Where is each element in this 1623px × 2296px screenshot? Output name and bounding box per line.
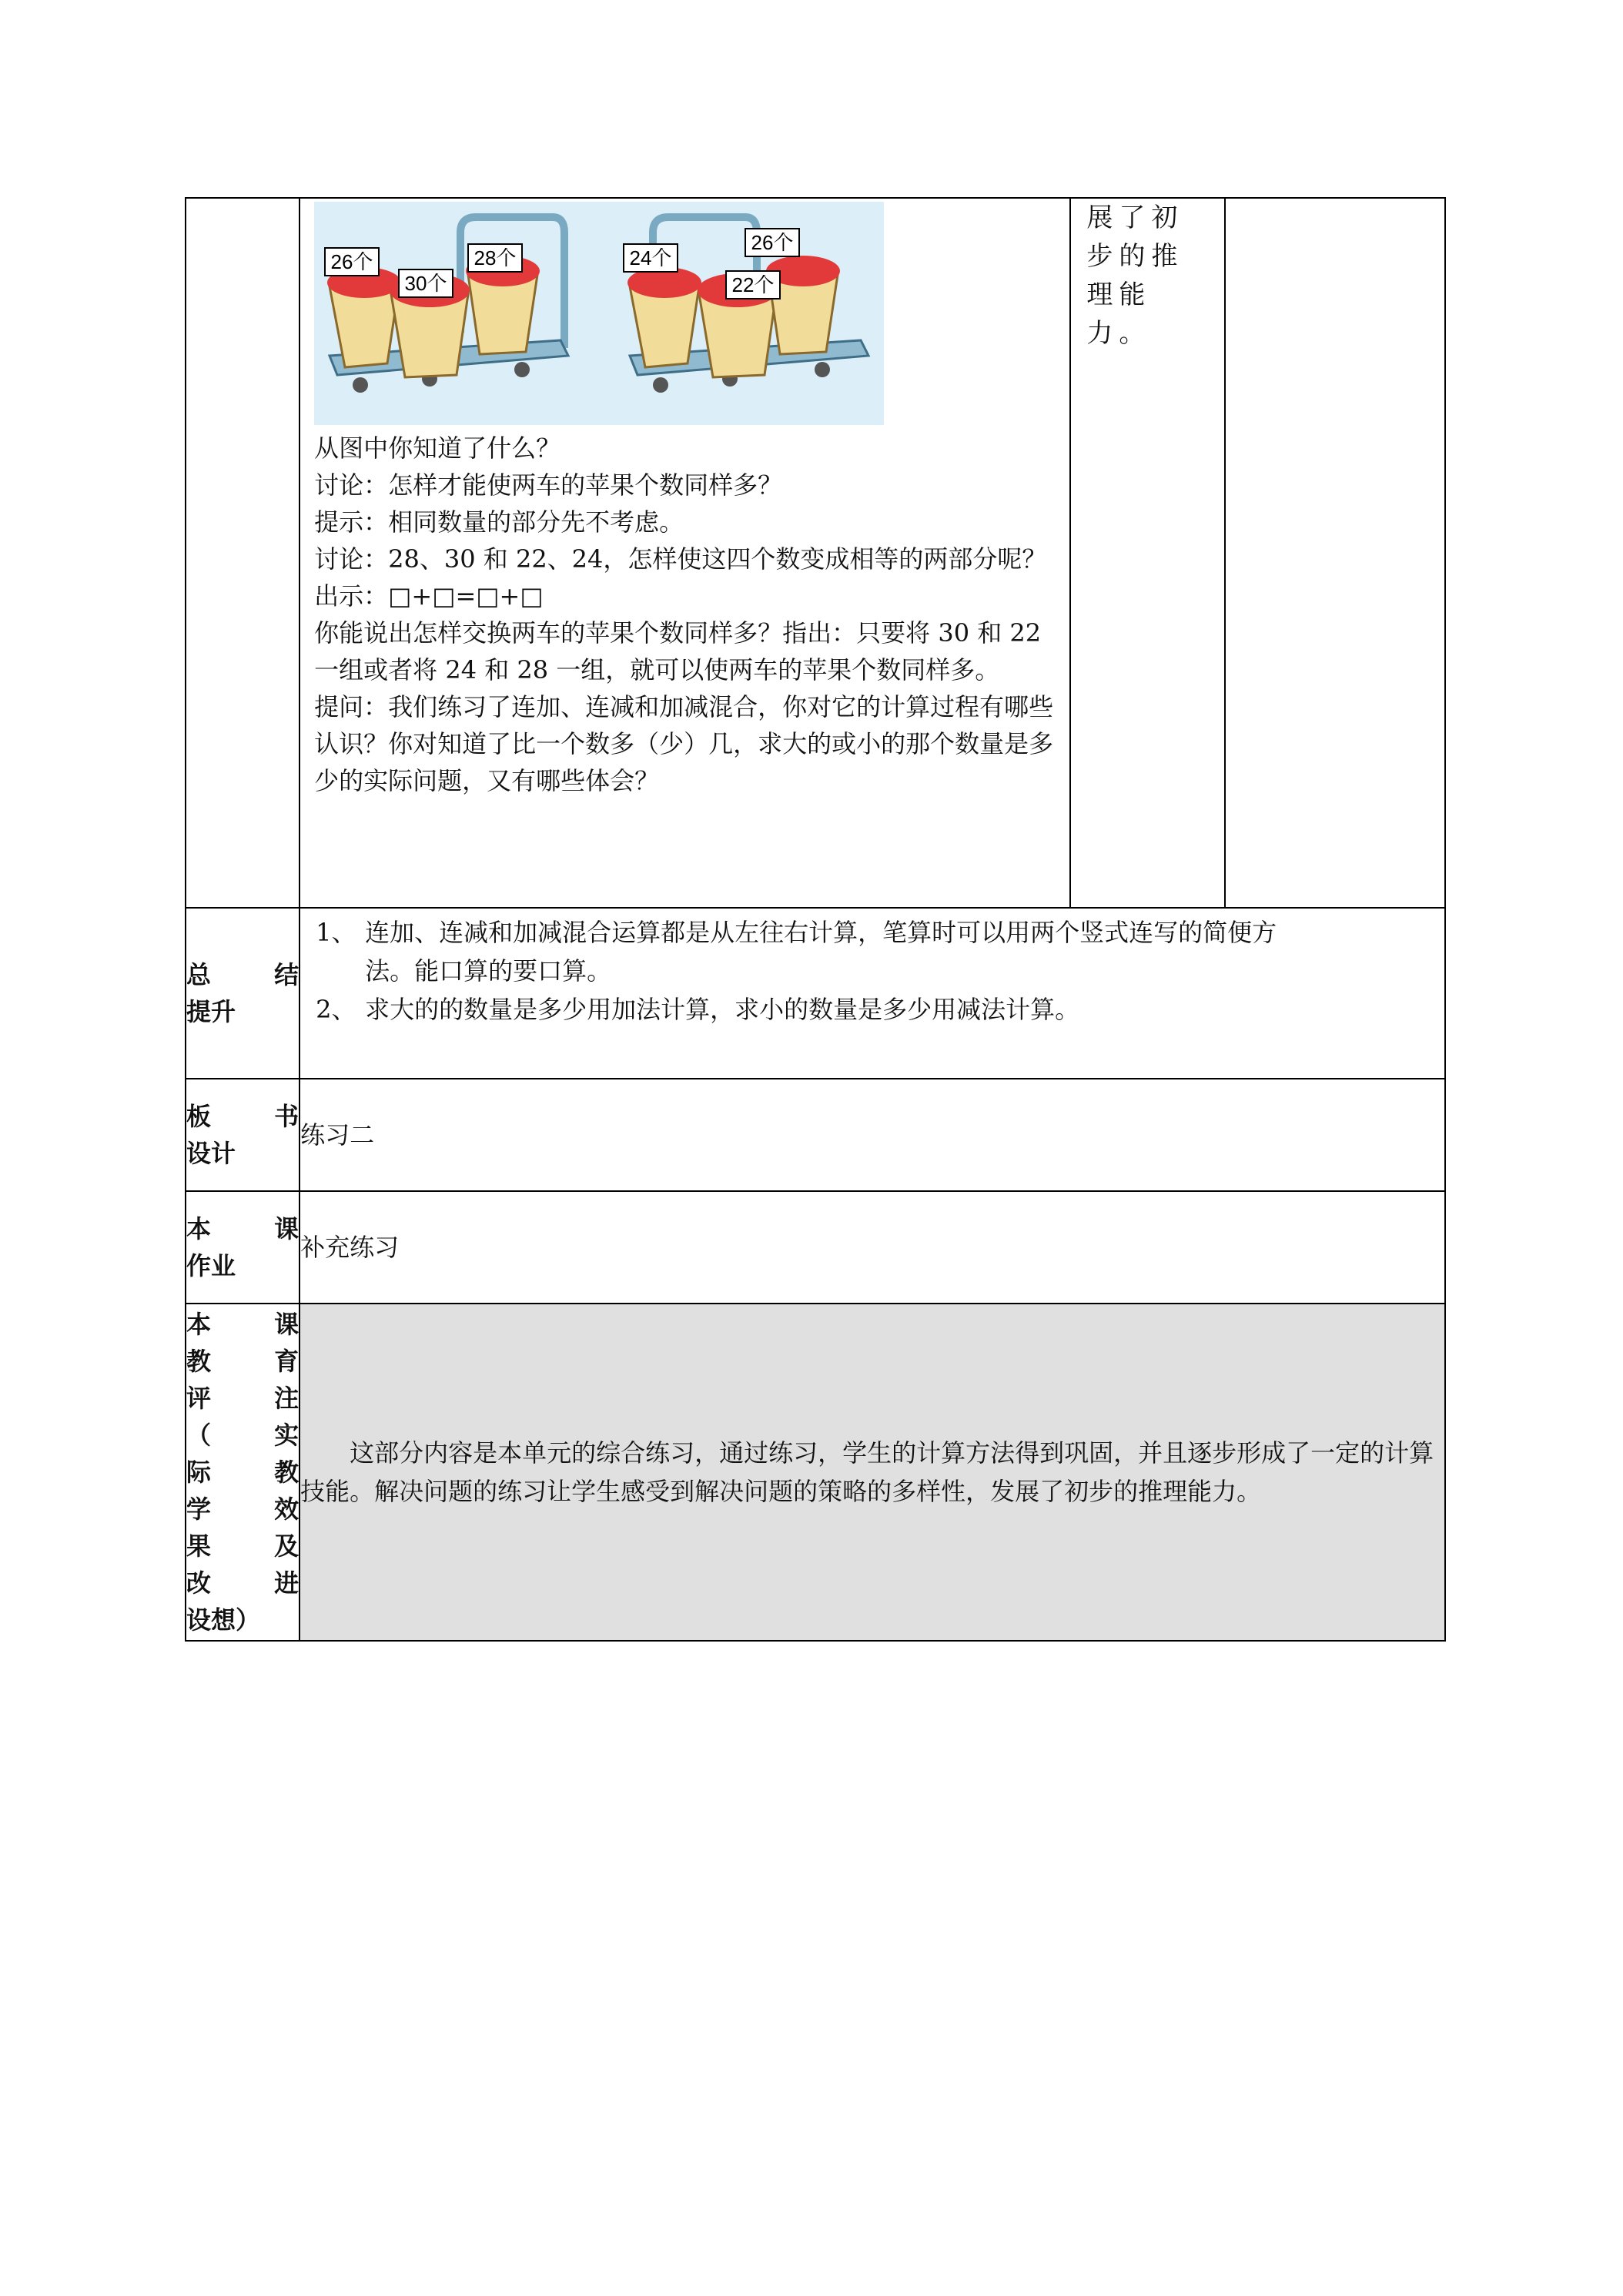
summary-row [186, 908, 1445, 1079]
paragraph: 出示：□+□=□+□ [314, 581, 544, 611]
label-char: 评 [186, 1384, 212, 1413]
item-text: 求大的的数量是多少用加法计算，求小的数量是多少用减法计算。 [365, 995, 1080, 1024]
cart-label: 28个 [474, 246, 517, 269]
summary-item [316, 990, 1431, 1029]
board-text: 练习二 [300, 1079, 1445, 1191]
item-number: 2、 [316, 995, 356, 1024]
activity-content-cell [300, 198, 1070, 908]
board-row [186, 1079, 1445, 1191]
label-char: 进 [274, 1568, 300, 1598]
label-line: 板 书 [186, 1102, 300, 1131]
empty-label-cell [186, 198, 300, 908]
label-char: 果 [186, 1531, 212, 1561]
label-line: 总 结 [186, 960, 300, 989]
evaluation-text: 这部分内容是本单元的综合练习，通过练习，学生的计算方法得到巩固，并且逐步形成了一定的计算技能。解决问题的练习让学生感受到解决问题的策略的多样性，发展了初步的推理能力。 [300, 1304, 1445, 1641]
paragraph: 讨论：28、30 和 22、24，怎样使这四个数变成相等的两部分呢？ [314, 544, 1047, 574]
cart-label: 22个 [731, 273, 775, 296]
side-note: 展了初步的推理能力。 [1086, 202, 1184, 349]
summary-label [186, 908, 300, 1079]
label-char: 教 [186, 1347, 212, 1376]
paragraph: 从图中你知道了什么？ [314, 433, 561, 463]
label-char: 效 [274, 1494, 300, 1524]
label-char: 注 [274, 1384, 300, 1413]
homework-label [186, 1191, 300, 1304]
cart-label: 24个 [629, 246, 672, 269]
board-label [186, 1079, 300, 1191]
paragraph: 讨论：怎样才能使两车的苹果个数同样多？ [314, 470, 783, 500]
lesson-plan-table [185, 197, 1446, 1642]
label-line: 提升 [186, 997, 236, 1026]
label-char: 设想） [186, 1605, 261, 1635]
activity-row [186, 198, 1445, 908]
label-char: 本 [186, 1310, 212, 1339]
cart-label: 26个 [330, 250, 373, 273]
label-char: 际 [186, 1458, 212, 1487]
label-line: 设计 [186, 1139, 236, 1168]
label-char: （ [186, 1421, 212, 1450]
label-char: 改 [186, 1568, 212, 1598]
evaluation-label [186, 1304, 300, 1641]
label-char: 学 [186, 1494, 212, 1524]
summary-content-cell [300, 908, 1445, 1079]
label-char: 实 [274, 1421, 300, 1450]
paragraph: 你能说出怎样交换两车的苹果个数同样多？指出：只要将 30 和 22 一组或者将 24 和 28 一组，就可以使两车的苹果个数同样多。 [314, 618, 1042, 684]
paragraph: 提问：我们练习了连加、连减和加减混合，你对它的计算过程有哪些认识？你对知道了比一个数多（少）几，求大的或小的那个数量是多少的实际问题，又有哪些体会？ [314, 692, 1054, 795]
item-number: 1、 [316, 918, 356, 947]
empty-note-cell [1225, 198, 1445, 908]
summary-item [316, 913, 1431, 952]
label-char: 教 [274, 1458, 300, 1487]
label-char: 及 [274, 1531, 300, 1561]
homework-row [186, 1191, 1445, 1304]
item-continuation: 法。能口算的要口算。 [365, 956, 612, 986]
evaluation-row [186, 1304, 1445, 1641]
cart-label: 26个 [751, 231, 794, 254]
item-text: 连加、连减和加减混合运算都是从左往右计算，笔算时可以用两个竖式连写的简便方 [365, 918, 1277, 947]
label-char: 课 [274, 1310, 300, 1339]
label-line: 本 课 [186, 1214, 300, 1243]
side-note-cell [1070, 198, 1224, 908]
label-line: 作业 [186, 1251, 236, 1280]
paragraph: 提示：相同数量的部分先不考虑。 [314, 507, 684, 537]
cart-label: 30个 [404, 272, 447, 295]
label-char: 育 [274, 1347, 300, 1376]
homework-text: 补充练习 [300, 1191, 1445, 1304]
apple-carts-illustration [314, 202, 884, 425]
